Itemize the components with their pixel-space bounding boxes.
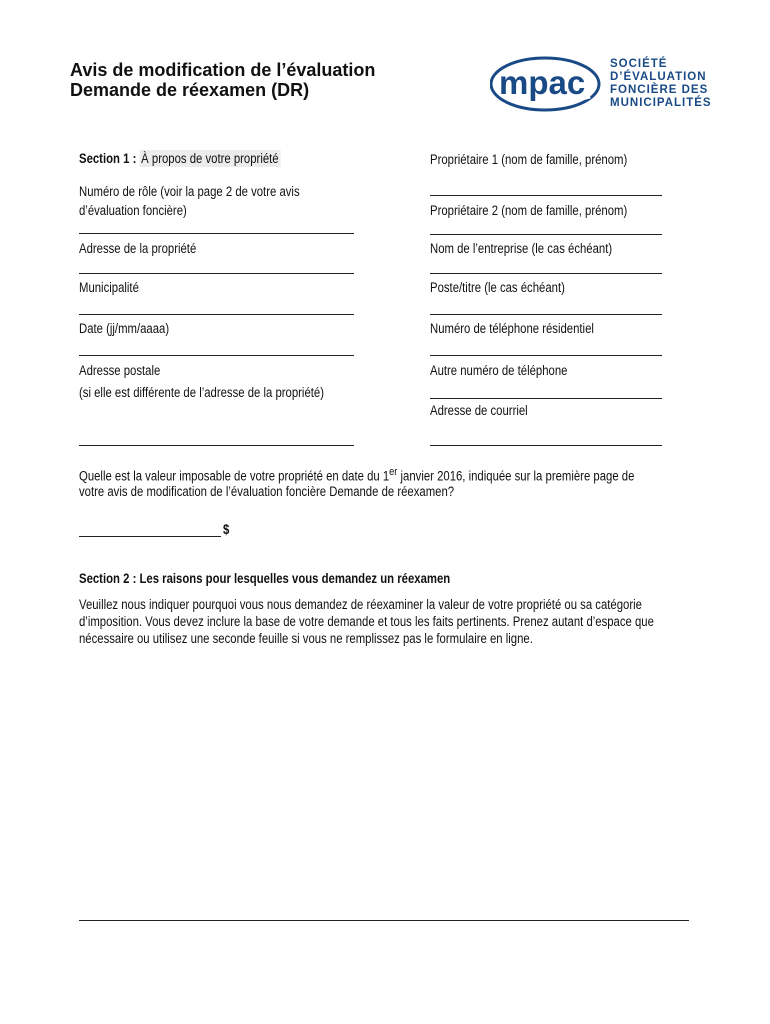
assessed-value-field[interactable]	[79, 536, 221, 537]
assessed-value-question-line2: votre avis de modification de l’évaluation foncière Demande de réexamen?	[79, 484, 455, 499]
logo-org-line3: FONCIÈRE DES	[610, 84, 709, 96]
section2-heading: Section 2 : Les raisons pour lesquelles vous demandez un réexamen	[79, 571, 451, 586]
mpac-logo-mark	[490, 56, 608, 112]
section1-heading-label: Section 1 :	[79, 151, 137, 166]
section1-heading-text: À propos de votre propriété	[141, 151, 279, 166]
section2-body-line3: nécessaire ou utilisez une seconde feuille si vous ne remplissez pas le formulaire en ligne.	[79, 631, 533, 646]
owner2-label: Propriétaire 2 (nom de famille, prénom)	[430, 203, 628, 218]
property-address-field[interactable]	[79, 273, 354, 274]
owner1-label: Propriétaire 1 (nom de famille, prénom)	[430, 152, 628, 167]
section2-body-line2: d’imposition. Vous devez inclure la base de votre demande et tous les faits pertinents. Prenez autant d’espace que	[79, 614, 654, 629]
municipality-label: Municipalité	[79, 280, 139, 295]
company-name-label: Nom de l’entreprise (le cas échéant)	[430, 241, 613, 256]
logo-wordmark: mpac	[499, 64, 586, 101]
logo-org-line4: MUNICIPALITÉS	[610, 97, 712, 109]
question-text-start: Quelle est la valeur imposable de votre propriété en date du 1	[79, 468, 390, 484]
page-title: Avis de modification de l’évaluation	[70, 60, 376, 80]
postal-address-note: (si elle est différente de l’adresse de la propriété)	[79, 385, 325, 400]
date-label: Date (jj/mm/aaaa)	[79, 321, 170, 336]
question-text-end: janvier 2016, indiquée sur la première page de	[397, 468, 635, 484]
mpac-logo	[490, 56, 712, 112]
currency-symbol: $	[223, 522, 230, 537]
roll-number-label-line1: Numéro de rôle (voir la page 2 de votre avis	[79, 184, 300, 199]
position-title-field[interactable]	[430, 314, 662, 315]
company-name-field[interactable]	[430, 273, 662, 274]
property-address-label: Adresse de la propriété	[79, 241, 197, 256]
logo-org-line1: SOCIÉTÉ	[610, 58, 668, 70]
assessed-value-question-line1	[79, 466, 634, 484]
other-phone-field[interactable]	[430, 398, 662, 399]
date-field[interactable]	[79, 355, 354, 356]
home-phone-label: Numéro de téléphone résidentiel	[430, 321, 594, 336]
section2-body-line1: Veuillez nous indiquer pourquoi vous nous demandez de réexaminer la valeur de votre propriété ou sa catégorie	[79, 597, 642, 612]
section1-heading	[79, 151, 280, 166]
home-phone-field[interactable]	[430, 355, 662, 356]
roll-number-label-line2: d’évaluation foncière)	[79, 203, 187, 218]
page-subtitle: Demande de réexamen (DR)	[70, 80, 310, 100]
owner2-field[interactable]	[430, 234, 662, 235]
roll-number-field[interactable]	[79, 233, 354, 234]
other-phone-label: Autre numéro de téléphone	[430, 363, 568, 378]
owner1-field[interactable]	[430, 195, 662, 196]
email-field[interactable]	[430, 445, 662, 446]
municipality-field[interactable]	[79, 314, 354, 315]
reasons-bottom-line	[79, 920, 689, 921]
position-title-label: Poste/titre (le cas échéant)	[430, 280, 565, 295]
reasons-textarea[interactable]	[79, 660, 689, 915]
logo-org-line2: D’ÉVALUATION	[610, 71, 707, 83]
postal-address-label: Adresse postale	[79, 363, 161, 378]
postal-address-field[interactable]	[79, 445, 354, 446]
email-label: Adresse de courriel	[430, 403, 528, 418]
question-superscript: er	[389, 466, 398, 478]
